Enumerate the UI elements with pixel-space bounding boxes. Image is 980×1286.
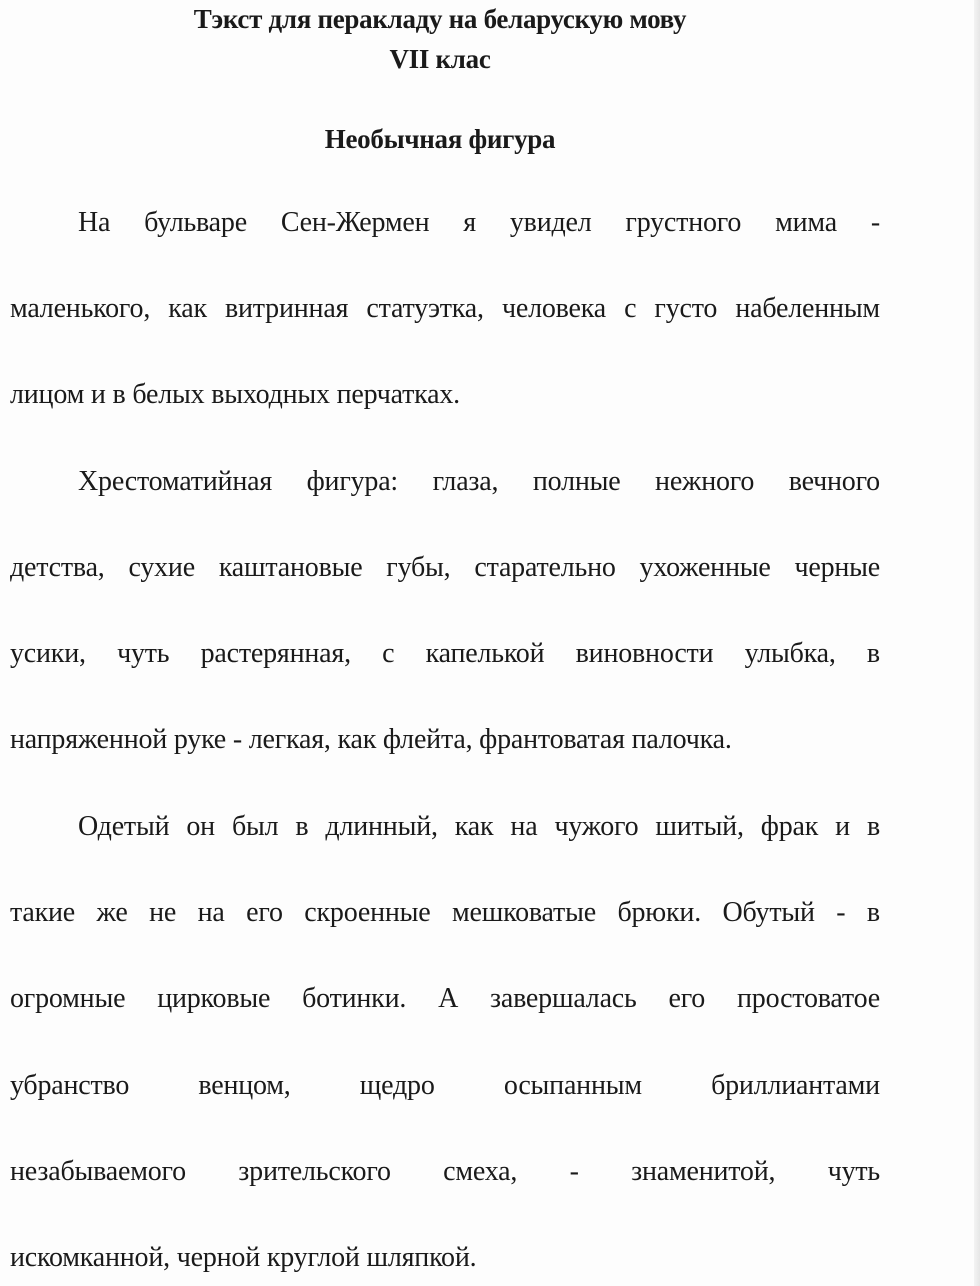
word: - xyxy=(836,897,846,928)
word: в xyxy=(866,897,880,928)
word: цирковые xyxy=(157,983,271,1014)
word: чуть xyxy=(117,638,170,669)
word: скроенные xyxy=(304,897,431,928)
word: как xyxy=(168,293,207,324)
paragraph-3-line-6: искомканной, черной круглой шляпкой. xyxy=(10,1242,477,1273)
word: как xyxy=(454,811,494,842)
word: А xyxy=(438,983,459,1014)
word: бульваре xyxy=(144,207,247,238)
word: был xyxy=(231,811,279,842)
word: - xyxy=(870,207,880,238)
word: незабываемого xyxy=(10,1156,186,1187)
word: старательно xyxy=(474,552,616,583)
word: убранство xyxy=(10,1070,130,1101)
word: не xyxy=(149,897,177,928)
word: Хрестоматийная xyxy=(78,466,273,497)
word: чуть xyxy=(827,1156,880,1187)
word: шитый, xyxy=(655,811,744,842)
word: простоватое xyxy=(737,983,880,1014)
paragraph-3-line-5 xyxy=(10,1154,880,1190)
word: ухоженные xyxy=(639,552,771,583)
word: глаза, xyxy=(432,466,499,497)
word: осыпанным xyxy=(503,1070,642,1101)
paragraph-2-line-1 xyxy=(78,464,880,500)
paragraph-2-line-4: напряженной руке - легкая, как флейта, франтоватая палочка. xyxy=(10,724,732,755)
word: мима xyxy=(775,207,837,238)
paragraph-1-line-2 xyxy=(10,291,880,327)
scan-edge xyxy=(974,0,980,1286)
word: набеленным xyxy=(735,293,880,324)
word: черные xyxy=(794,552,880,583)
word: Сен-Жермен xyxy=(280,207,430,238)
word: венцом, xyxy=(198,1070,291,1101)
word: завершалась xyxy=(489,983,637,1014)
grade-label: VII клас xyxy=(389,44,491,74)
word: витринная xyxy=(225,293,349,324)
word: фигура: xyxy=(306,466,399,497)
word: он xyxy=(186,811,215,842)
word: бриллиантами xyxy=(711,1070,880,1101)
word: увидел xyxy=(509,207,592,238)
word: с xyxy=(382,638,395,669)
word: Обутый xyxy=(722,897,815,928)
word: детства, xyxy=(10,552,105,583)
word: такие xyxy=(10,897,76,928)
word: ботинки. xyxy=(302,983,407,1014)
word: смеха, xyxy=(443,1156,518,1187)
word: улыбка, xyxy=(744,638,836,669)
word: на xyxy=(197,897,225,928)
word: растерянная, xyxy=(200,638,351,669)
word: - xyxy=(569,1156,579,1187)
word: На xyxy=(78,207,111,238)
word: знаменитой, xyxy=(631,1156,776,1187)
word: брюки. xyxy=(617,897,702,928)
word: губы, xyxy=(386,552,451,583)
word: щедро xyxy=(359,1070,435,1101)
word: вечного xyxy=(788,466,880,497)
word: в xyxy=(295,811,309,842)
word: капелькой xyxy=(425,638,545,669)
word: и xyxy=(835,811,850,842)
word: виновности xyxy=(575,638,714,669)
word: полные xyxy=(532,466,621,497)
word: в xyxy=(866,811,880,842)
paragraph-2-line-3 xyxy=(10,636,880,672)
word: сухие xyxy=(128,552,195,583)
word: мешковатые xyxy=(452,897,596,928)
word: зрительского xyxy=(238,1156,391,1187)
paragraph-1-line-3: лицом и в белых выходных перчатках. xyxy=(10,379,460,410)
paragraph-1-line-1 xyxy=(78,205,880,241)
paragraph-3-line-1 xyxy=(78,809,880,845)
document-title: Тэкст для перакладу на беларускую мову xyxy=(193,4,687,34)
word: статуэтка, xyxy=(366,293,484,324)
word: в xyxy=(866,638,880,669)
word: на xyxy=(510,811,538,842)
word: нежного xyxy=(655,466,755,497)
word: усики, xyxy=(10,638,86,669)
word: Одетый xyxy=(78,811,170,842)
paragraph-3-line-4 xyxy=(10,1068,880,1104)
word: же xyxy=(96,897,128,928)
word: грустного xyxy=(625,207,742,238)
paragraph-3-line-2 xyxy=(10,895,880,931)
word: чужого xyxy=(554,811,639,842)
word: маленького, xyxy=(10,293,151,324)
paragraph-3-line-3 xyxy=(10,981,880,1017)
word: его xyxy=(668,983,706,1014)
word: фрак xyxy=(760,811,819,842)
word: густо xyxy=(654,293,718,324)
paragraph-2-line-2 xyxy=(10,550,880,586)
word: я xyxy=(463,207,476,238)
text-title: Необычная фигура xyxy=(324,124,556,154)
word: с xyxy=(624,293,637,324)
word: длинный, xyxy=(325,811,438,842)
word: человека xyxy=(501,293,606,324)
word: огромные xyxy=(10,983,126,1014)
word: его xyxy=(246,897,283,928)
word: каштановые xyxy=(218,552,363,583)
